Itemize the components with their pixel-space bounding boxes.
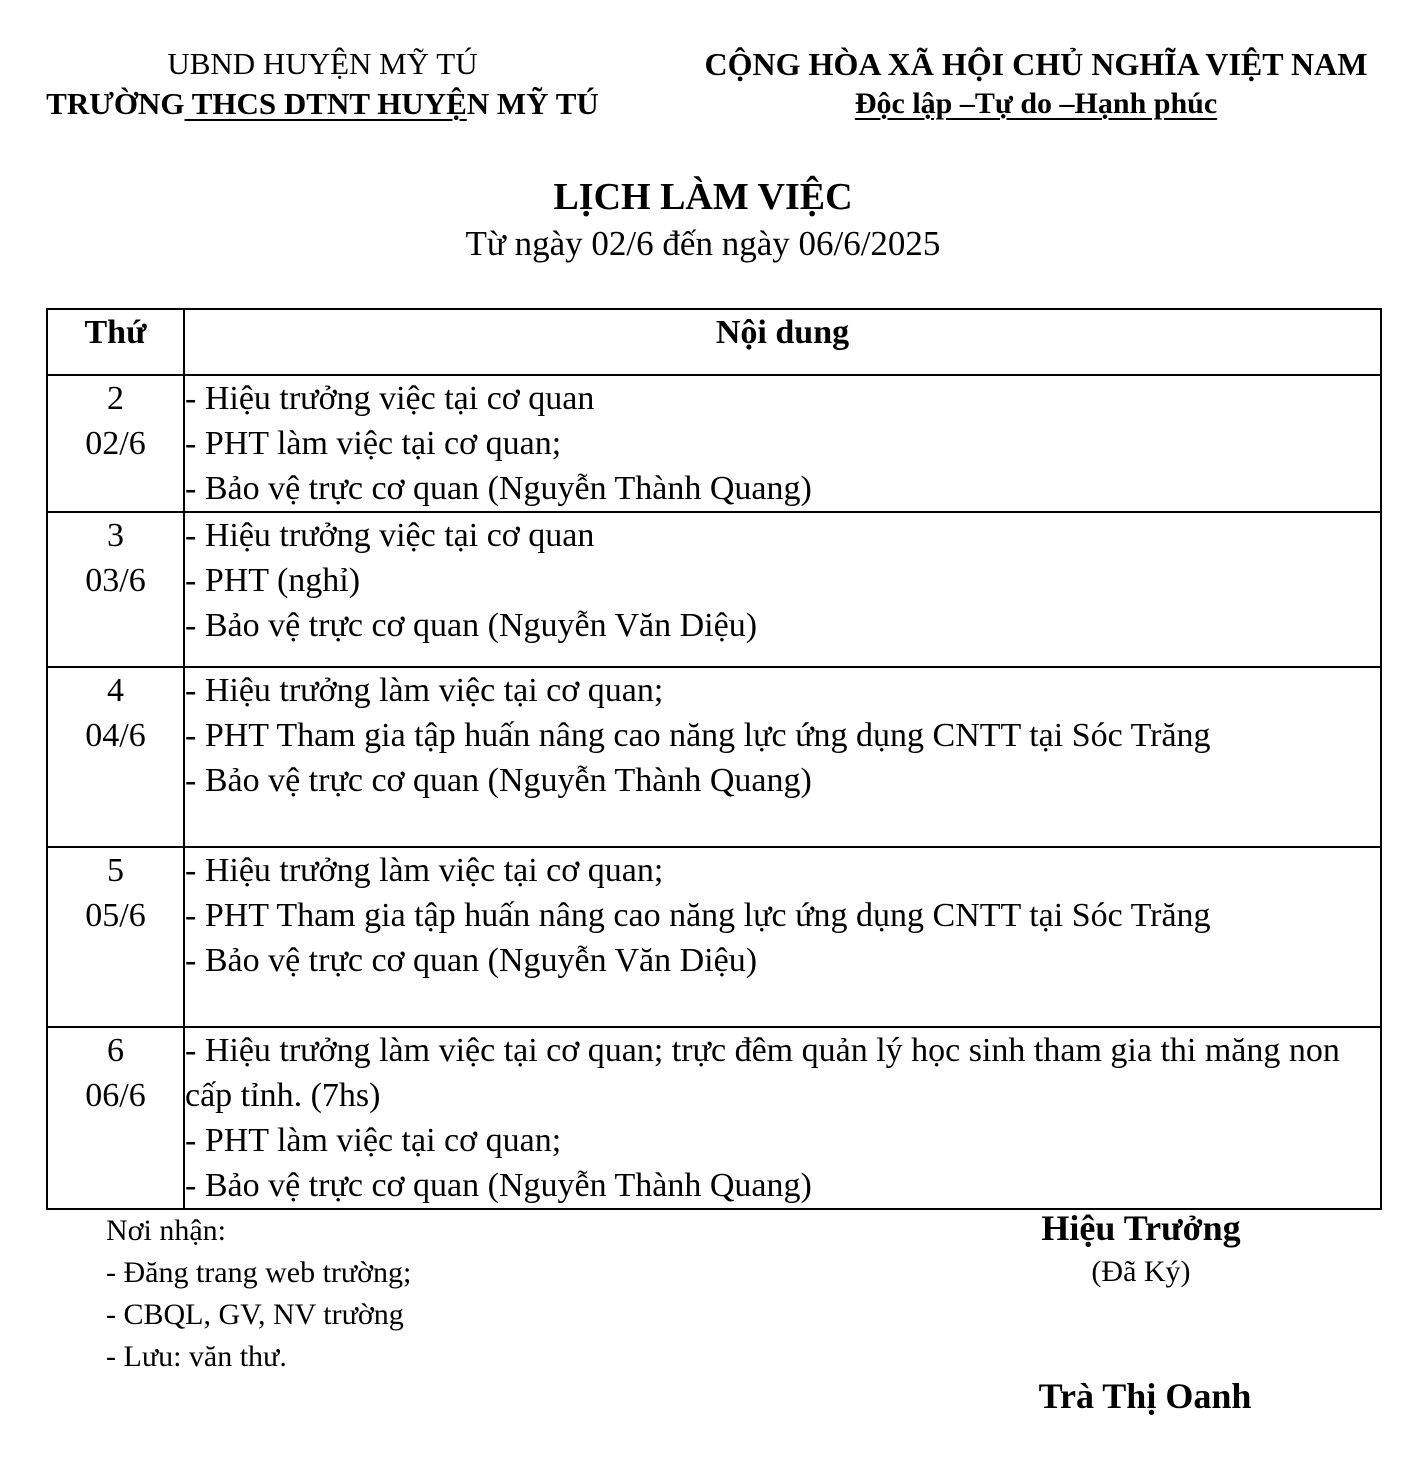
content-line: - Hiệu trưởng việc tại cơ quan: [185, 517, 595, 554]
issuer-block: [20, 44, 625, 124]
nation-name: CỘNG HÒA XÃ HỘI CHỦ NGHĨA VIỆT NAM: [704, 46, 1368, 82]
content-cell: [184, 667, 1381, 847]
recipients-block: [106, 1210, 411, 1378]
document-subtitle: Từ ngày 02/6 đến ngày 06/6/2025: [465, 224, 941, 263]
signed-note: (Đã Ký): [1091, 1255, 1191, 1288]
document-title: LỊCH LÀM VIỆC: [553, 176, 853, 218]
table-row: [47, 1027, 1381, 1209]
day-number: 6: [107, 1032, 124, 1069]
issuer-school-suffix: N MỸ TÚ: [466, 86, 599, 121]
day-date: 02/6: [85, 425, 146, 462]
content-line: - Hiệu trưởng làm việc tại cơ quan; trực đêm quản lý học sinh tham gia thi măng non cấp tỉnh. (7hs): [185, 1032, 1340, 1114]
recipients-label: Nơi nhận:: [106, 1214, 227, 1247]
content-line: - PHT làm việc tại cơ quan;: [185, 1122, 562, 1159]
content-cell: [184, 375, 1381, 512]
content-line: - PHT làm việc tại cơ quan;: [185, 425, 562, 462]
signer-title: Hiệu Trưởng: [1041, 1208, 1241, 1248]
day-number: 4: [107, 672, 124, 709]
signature-block: [1000, 1204, 1282, 1292]
header-day: Thứ: [47, 309, 184, 375]
national-motto: Độc lập –Tự do –Hạnh phúc: [854, 87, 1218, 120]
content-line: - Hiệu trưởng việc tại cơ quan: [185, 380, 595, 417]
recipient-item: - Đăng trang web trường;: [106, 1256, 412, 1289]
day-date: 05/6: [85, 897, 146, 934]
table-header-row: [47, 309, 1381, 375]
content-line: - PHT Tham gia tập huấn nâng cao năng lực ứng dụng CNTT tại Sóc Trăng: [185, 717, 1211, 754]
content-line: - Bảo vệ trực cơ quan (Nguyễn Thành Quang): [185, 762, 812, 799]
day-number: 3: [107, 517, 124, 554]
day-number: 5: [107, 852, 124, 889]
day-date: 06/6: [85, 1077, 146, 1114]
day-cell: [47, 667, 184, 847]
content-cell: [184, 512, 1381, 667]
issuer-school-underlined: THCS DTNT HUYỆ: [184, 86, 467, 121]
content-line: - Bảo vệ trực cơ quan (Nguyễn Văn Diệu): [185, 942, 758, 979]
content-line: - Hiệu trưởng làm việc tại cơ quan;: [185, 672, 664, 709]
recipient-item: - Lưu: văn thư.: [106, 1340, 287, 1373]
content-line: - Hiệu trưởng làm việc tại cơ quan;: [185, 852, 664, 889]
table-row: [47, 375, 1381, 512]
national-header: [680, 44, 1392, 124]
day-number: 2: [107, 380, 124, 417]
content-line: - PHT (nghỉ): [185, 562, 361, 599]
content-line: - PHT Tham gia tập huấn nâng cao năng lực ứng dụng CNTT tại Sóc Trăng: [185, 897, 1211, 934]
day-cell: [47, 375, 184, 512]
issuer-school: [20, 84, 625, 124]
table-row: [47, 512, 1381, 667]
day-cell: [47, 1027, 184, 1209]
schedule-table: [46, 308, 1382, 1210]
content-cell: [184, 1027, 1381, 1209]
day-date: 03/6: [85, 562, 146, 599]
day-date: 04/6: [85, 717, 146, 754]
header-content: Nội dung: [184, 309, 1381, 375]
signer-name: Trà Thị Oanh: [1038, 1376, 1252, 1416]
content-line: - Bảo vệ trực cơ quan (Nguyễn Văn Diệu): [185, 607, 758, 644]
content-cell: [184, 847, 1381, 1027]
table-row: [47, 667, 1381, 847]
day-cell: [47, 847, 184, 1027]
recipient-item: - CBQL, GV, NV trường: [106, 1298, 404, 1331]
issuer-parent-org: UBND HUYỆN MỸ TÚ: [167, 46, 478, 81]
table-row: [47, 847, 1381, 1027]
issuer-school-prefix: TRƯỜNG: [46, 86, 185, 121]
day-cell: [47, 512, 184, 667]
content-line: - Bảo vệ trực cơ quan (Nguyễn Thành Quang): [185, 1167, 812, 1204]
content-line: - Bảo vệ trực cơ quan (Nguyễn Thành Quang): [185, 470, 812, 507]
